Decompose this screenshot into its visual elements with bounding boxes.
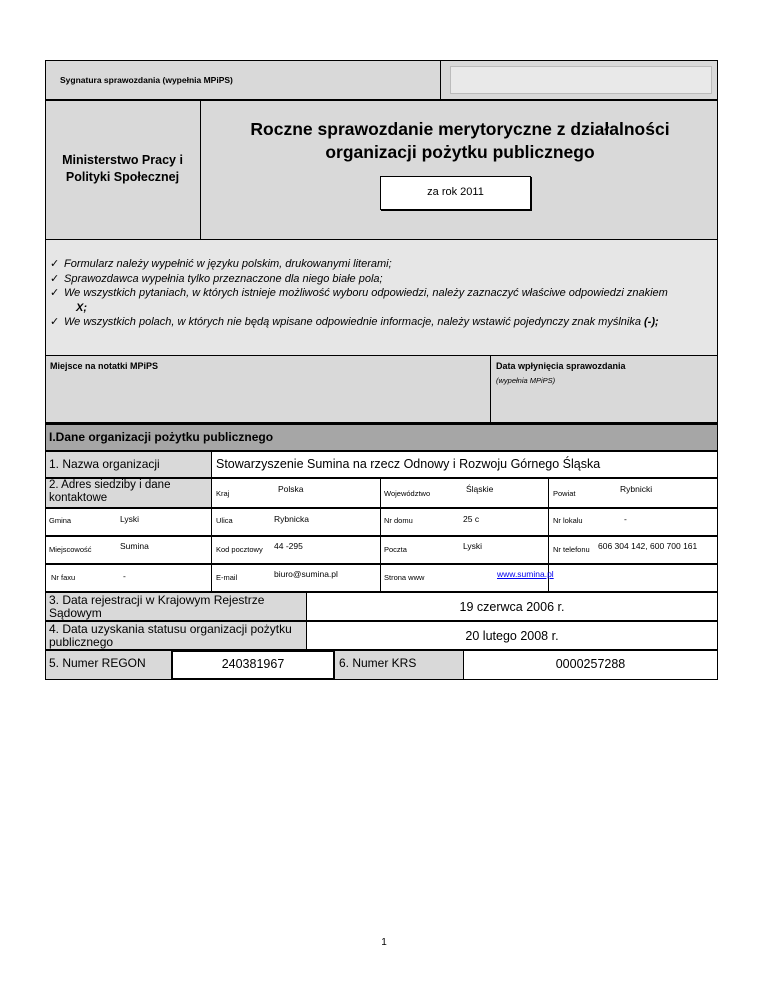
instruction-text: We wszystkich pytaniach, w których istnieje możliwość wyboru odpowiedzi, należy zaznaczyć właściwe odpowiedzi znakiem — [64, 287, 668, 299]
signature-input[interactable] — [450, 66, 712, 94]
instruction-text: Sprawozdawca wypełnia tylko przeznaczone dla niego białe pola; — [64, 272, 383, 285]
instruction-text: We wszystkich polach, w których nie będą wpisane odpowiednie informacje, należy wstawić pojedynczy znak myślnika — [64, 316, 641, 328]
report-title-line1: Roczne sprawozdanie merytoryczne z działalności — [250, 119, 670, 139]
fax-value[interactable]: - — [123, 571, 126, 581]
check-icon: ✓ — [50, 272, 60, 285]
ministry-name: Ministerstwo Pracy i Polityki Społecznej — [62, 153, 183, 184]
city-label: Miejscowość — [49, 545, 92, 554]
postal-code-label: Kod pocztowy — [216, 545, 263, 554]
check-icon: ✓ — [50, 258, 60, 270]
regon-value: 240381967 — [221, 657, 285, 671]
report-title-line2: organizacji pożytku publicznego — [325, 142, 595, 162]
instruction-item — [50, 286, 720, 315]
krs-date-label: 3. Data rejestracji w Krajowym Rejestrze Sądowym — [49, 593, 265, 620]
post-office-label: Poczta — [384, 545, 407, 554]
instruction-dash-mark: (-); — [644, 316, 659, 328]
phone-label: Nr telefonu — [553, 545, 590, 554]
opp-date-label: 4. Data uzyskania statusu organizacji pożytku publicznego — [49, 622, 292, 649]
city-value[interactable]: Sumina — [120, 541, 149, 551]
year-label: za rok 2011 — [427, 186, 484, 198]
postal-code-value[interactable]: 44 -295 — [274, 541, 303, 551]
year-box[interactable] — [380, 176, 531, 210]
instructions-list — [50, 257, 720, 330]
instruction-text: Formularz należy wypełnić w języku polskim, drukowanymi literami; — [64, 258, 392, 270]
receipt-date-label: Data wpłynięcia sprawozdania — [496, 361, 626, 371]
website-label: Strona www — [384, 573, 425, 582]
street-value[interactable]: Rybnicka — [274, 514, 309, 524]
report-title — [205, 118, 715, 164]
country-label: Kraj — [216, 489, 230, 498]
house-number-value[interactable]: 25 c — [463, 514, 480, 524]
house-number-label: Nr domu — [384, 516, 413, 525]
voivodeship-label: Województwo — [384, 489, 431, 498]
county-label: Powiat — [553, 489, 576, 498]
check-icon: ✓ — [50, 316, 60, 328]
post-office-value[interactable]: Lyski — [463, 541, 483, 551]
signature-label: Sygnatura sprawozdania (wypełnia MPiPS) — [60, 75, 233, 85]
county-value[interactable]: Rybnicki — [620, 484, 653, 494]
divider — [490, 355, 491, 423]
gmina-label: Gmina — [49, 516, 72, 525]
website-link[interactable]: www.sumina.pl — [497, 569, 554, 579]
country-value[interactable]: Polska — [278, 484, 304, 494]
fax-label: Nr faxu — [51, 573, 76, 582]
address-label: 2. Adres siedziby i dane kontaktowe — [49, 479, 171, 504]
phone-value[interactable]: 606 304 142, 600 700 161 — [598, 541, 698, 551]
instruction-item — [50, 315, 720, 330]
flat-number-value[interactable]: - — [624, 514, 627, 524]
instruction-item — [50, 272, 720, 287]
address-row — [45, 564, 718, 592]
email-value[interactable]: biuro@sumina.pl — [274, 569, 338, 579]
krs-value: 0000257288 — [555, 657, 626, 671]
instruction-item — [50, 257, 720, 272]
divider — [200, 100, 201, 240]
section-title: I.Dane organizacji pożytku publicznego — [49, 430, 274, 444]
regon-label: 5. Numer REGON — [49, 656, 146, 670]
name-value: Stowarzyszenie Sumina na rzecz Odnowy i Rozwoju Górnego Śląska — [216, 457, 601, 471]
page-number: 1 — [381, 937, 387, 948]
address-row — [45, 508, 718, 536]
email-label: E-mail — [216, 573, 238, 582]
opp-date-value: 20 lutego 2008 r. — [465, 629, 559, 643]
voivodeship-value[interactable]: Śląskie — [466, 484, 494, 494]
flat-number-label: Nr lokalu — [553, 516, 583, 525]
divider — [45, 100, 718, 101]
street-label: Ulica — [216, 516, 233, 525]
receipt-date-sub: (wypełnia MPiPS) — [496, 376, 556, 385]
notes-label: Miejsce na notatki MPiPS — [50, 361, 159, 371]
krs-label: 6. Numer KRS — [339, 656, 417, 670]
signature-divider — [440, 60, 441, 100]
instruction-x-mark: X; — [76, 301, 87, 314]
check-icon: ✓ — [50, 287, 60, 299]
gmina-value[interactable]: Lyski — [120, 514, 140, 524]
krs-date-value: 19 czerwca 2006 r. — [459, 600, 565, 614]
name-label: 1. Nazwa organizacji — [49, 457, 160, 471]
